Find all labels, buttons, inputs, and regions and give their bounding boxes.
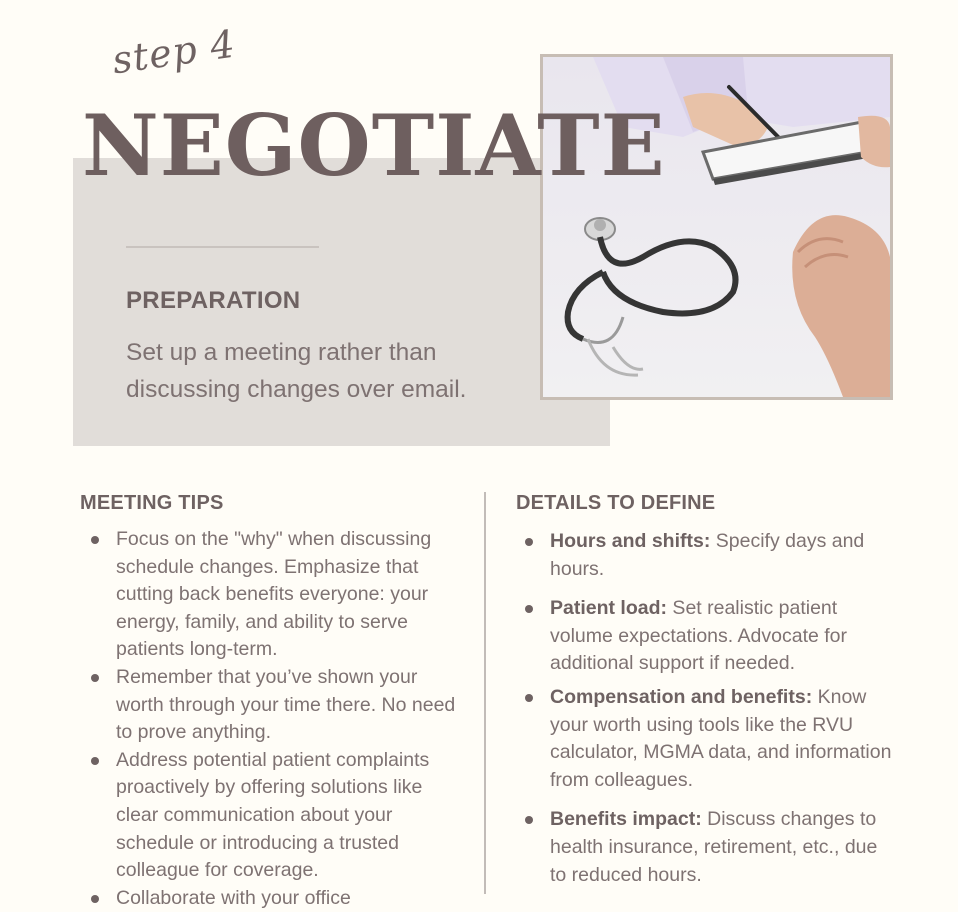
detail-text: Know your worth using tools like the RVU calculator, MGMA data, and information from colleagues. (550, 685, 892, 791)
list-item (524, 806, 894, 889)
bullet-icon (525, 816, 533, 824)
list-item (524, 684, 894, 794)
list-item (90, 747, 460, 885)
bullet-icon (525, 605, 533, 613)
page-title: NEGOTIATE (82, 96, 666, 195)
detail-text: Specify days and hours. (550, 530, 865, 580)
details-list (524, 528, 894, 889)
list-item-text: Address potential patient complaints proactively by offering solutions like clear communication about your schedule or introducing a trusted colleague for coverage. (116, 748, 430, 882)
column-divider (484, 492, 486, 894)
list-item (90, 664, 460, 747)
list-item-text: Focus on the "why" when discussing schedule changes. Emphasize that cutting back benefits everyone: your energy, family, and ability to serve patients long-term. (116, 528, 432, 661)
list-item (90, 526, 460, 664)
detail-term: Patient load: (550, 597, 668, 620)
bullet-icon (91, 757, 99, 765)
bullet-icon (91, 674, 99, 682)
bullet-icon (91, 895, 99, 903)
meeting-tips-heading: MEETING TIPS (80, 492, 224, 514)
detail-term: Compensation and benefits: (550, 685, 813, 708)
step-label: step 4 (109, 21, 239, 83)
detail-term: Benefits impact: (550, 808, 702, 831)
details-heading: DETAILS TO DEFINE (516, 492, 716, 514)
list-item (90, 885, 460, 912)
preparation-text: Set up a meeting rather than discussing changes over email. (126, 339, 467, 403)
list-item (524, 595, 894, 678)
bullet-icon (91, 536, 99, 544)
divider (126, 246, 319, 248)
preparation-heading: PREPARATION (126, 287, 301, 314)
bullet-icon (525, 538, 533, 546)
detail-text: Set realistic patient volume expectations. Advocate for additional support if needed. (550, 597, 848, 675)
list-item-text: Collaborate with your office (116, 886, 351, 909)
list-item-text: Remember that you’ve shown your worth through your time there. No need to prove anything. (116, 665, 456, 744)
bullet-icon (525, 694, 533, 702)
detail-text: Discuss changes to health insurance, retirement, etc., due to reduced hours. (550, 808, 878, 886)
list-item (524, 528, 894, 583)
detail-term: Hours and shifts: (550, 530, 711, 552)
meeting-tips-list (90, 526, 460, 912)
